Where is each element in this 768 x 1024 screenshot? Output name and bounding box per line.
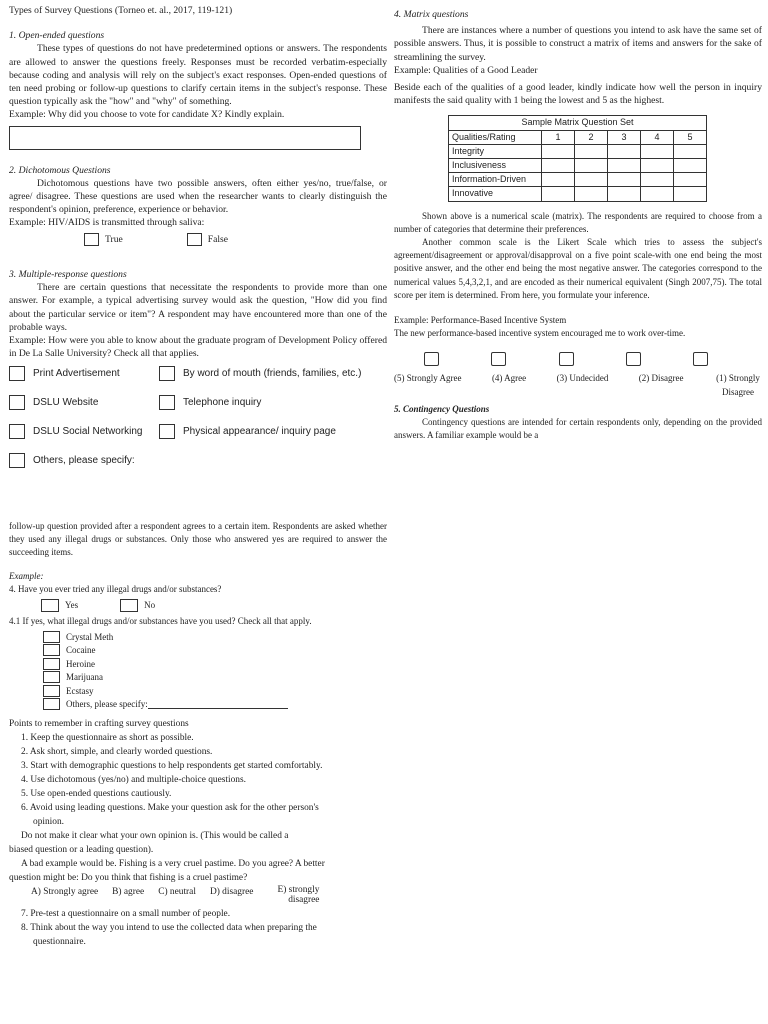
checkbox-icon[interactable] (120, 599, 138, 612)
drug-option[interactable]: Cocaine (43, 644, 387, 658)
open-ended-body: These types of questions do not have predetermined options or answers. The respondents are allowed to answer the questions freely. Responses must be recorded verbatim-especially because coding and analysis will rely on the subject's exact responses. Open-ended questions of ten need probing or follow-up questions to clarify certain items in the subject's response. These question typically ask the "how" and "why" of something. (9, 43, 387, 108)
choice-d: D) disagree (209, 887, 254, 898)
quality-label: Information-Driven (449, 173, 542, 187)
table-row (449, 159, 707, 173)
rating-cell[interactable] (608, 144, 641, 158)
checkbox-icon[interactable] (43, 698, 60, 710)
rating-cell[interactable] (542, 187, 575, 201)
table-header-row (449, 130, 707, 144)
points-title: Points to remember in crafting survey questions (9, 719, 189, 730)
matrix-body: There are instances where a number of questions you intend to ask have the same set of possible answers. Thus, it is possible to construct a matrix of items and answers for the sake of streamlining the survey. (394, 25, 762, 63)
rating-cell[interactable] (674, 144, 707, 158)
table-row (449, 187, 707, 201)
point-item-continued: questionnaire. (33, 937, 86, 948)
option-dslu-website[interactable]: DSLU Website (9, 395, 159, 410)
likert-label: (4) Agree (491, 373, 527, 384)
option-dslu-social-networking[interactable]: DSLU Social Networking (9, 424, 159, 439)
point-item: 1. Keep the questionnaire as short as possible. (21, 733, 194, 744)
rating-cell[interactable] (542, 159, 575, 173)
points-list (9, 717, 387, 949)
checkbox-icon[interactable] (159, 366, 175, 381)
rating-2: 2 (575, 130, 608, 144)
rating-5: 5 (674, 130, 707, 144)
rating-cell[interactable] (542, 144, 575, 158)
open-answer-field[interactable] (9, 126, 361, 150)
checkbox-icon[interactable] (41, 599, 59, 612)
question-4-1: 4.1 If yes, what illegal drugs and/or substances have you used? Check all that apply. (9, 616, 312, 627)
true-option[interactable]: True (84, 233, 123, 246)
right-column (394, 8, 762, 442)
table-row (449, 173, 707, 187)
contingency-continued: follow-up question provided after a respondent agrees to a certain item. Respondents are asked whether they used any illegal drugs or substances. Only those who answered yes are required to answer the succeeding items. (9, 521, 387, 557)
no-option[interactable]: No (120, 599, 155, 612)
checkbox-icon[interactable] (43, 631, 60, 643)
multiple-response-options (9, 366, 387, 468)
rating-cell[interactable] (674, 187, 707, 201)
checkbox-icon[interactable] (43, 644, 60, 656)
multiple-response-example: Example: How were you able to know about the graduate program of Development Policy offered in De La Salle University? Check all that applies. (9, 334, 387, 360)
yes-option[interactable]: Yes (41, 599, 78, 612)
yes-no-options (9, 599, 387, 612)
multiple-response-heading: 3. Multiple-response questions (9, 268, 127, 280)
point-item: 3. Start with demographic questions to help respondents get started comfortably. (21, 761, 323, 772)
rating-cell[interactable] (575, 187, 608, 201)
drug-option[interactable]: Ecstasy (43, 684, 387, 698)
note-line: biased question or a leading question). (9, 845, 154, 856)
likert-label: (3) Undecided (556, 373, 609, 384)
undecided-checkbox[interactable] (559, 352, 574, 366)
checkbox-icon[interactable] (43, 658, 60, 670)
rating-cell[interactable] (608, 187, 641, 201)
choice-b: B) agree (112, 887, 145, 898)
matrix-instruction: Beside each of the qualities of a good leader, kindly indicate how well the person in inquiry manifests the said quality with 1 being the lowest and 5 as the highest. (394, 82, 762, 107)
disagree-checkbox[interactable] (626, 352, 641, 366)
quality-label: Integrity (449, 144, 542, 158)
rating-cell[interactable] (575, 173, 608, 187)
drug-option[interactable]: Crystal Meth (43, 630, 387, 644)
choice-row (9, 885, 387, 905)
rating-cell[interactable] (608, 173, 641, 187)
strongly-agree-checkbox[interactable] (424, 352, 439, 366)
likert-explanation: Another common scale is the Likert Scale which tries to assess the subject's agreement/disagreement or approval/disapproval on a five point scale-with one end being the most positive answer, and the other end being the most negative answer. The categories correspond to the numerical values 5,4,3,2,1, and are encoded as their numerical equivalent (Singh 2007,75). The total score per item is determined. From here, you formulate your inference. (394, 237, 762, 300)
checkbox-icon[interactable] (9, 453, 25, 468)
matrix-explanation: Shown above is a numerical scale (matrix). The respondents are required to choose from a number of categories that determine their preferences. (394, 210, 762, 234)
specify-line[interactable] (148, 699, 288, 709)
example-label: Example: (9, 571, 44, 582)
rating-cell[interactable] (674, 173, 707, 187)
left-column (9, 4, 387, 468)
point-item: 6. Avoid using leading questions. Make your question ask for the other person's (21, 803, 319, 814)
checkbox-icon[interactable] (159, 424, 175, 439)
dichotomous-body: Dichotomous questions have two possible answers, often either yes/no, true/false, or agree/ disagree. These questions are used when the researcher wants to clearly distinguish the respondent's opinion, preference, experience or behavior. (9, 177, 387, 216)
drug-options (9, 630, 387, 711)
rating-cell[interactable] (542, 173, 575, 187)
checkbox-icon[interactable] (9, 424, 25, 439)
likert-statement: The new performance-based incentive system encouraged me to work over-time. (394, 328, 686, 339)
rating-cell[interactable] (641, 159, 674, 173)
multiple-response-body: There are certain questions that necessitate the respondents to provide more than one answer. For example, a typical advertising survey would ask the question, "How did you find about the particular service or item"? A respondent may have encountered more than one of the probable ways. (9, 282, 387, 333)
choice-a: A) Strongly agree (31, 887, 99, 898)
strongly-disagree-checkbox[interactable] (693, 352, 708, 366)
point-item: 7. Pre-test a questionnaire on a small number of people. (21, 909, 231, 920)
matrix-table (448, 115, 707, 201)
likert-label: (2) Disagree (638, 373, 684, 384)
quality-label: Inclusiveness (449, 159, 542, 173)
drug-option[interactable]: Marijuana (43, 671, 387, 685)
rating-cell[interactable] (641, 173, 674, 187)
checkbox-icon[interactable] (43, 671, 60, 683)
rating-1: 1 (542, 130, 575, 144)
choice-c: C) neutral (158, 887, 196, 898)
option-word-of-mouth[interactable]: By word of mouth (friends, families, etc.) (159, 366, 369, 381)
likert-example-title: Example: Performance-Based Incentive System (394, 315, 567, 326)
checkbox-icon[interactable] (187, 233, 202, 246)
rating-cell[interactable] (575, 159, 608, 173)
option-others[interactable]: Others, please specify: (9, 453, 159, 468)
point-item: 2. Ask short, simple, and clearly worded questions. (21, 747, 213, 758)
matrix-heading: 4. Matrix questions (394, 9, 469, 20)
open-ended-heading: 1. Open-ended questions (9, 30, 105, 42)
likert-label: (5) Strongly Agree (394, 373, 462, 384)
bad-example-line: A bad example would be. Fishing is a very cruel pastime. Do you agree? A better (21, 859, 325, 870)
rating-cell[interactable] (641, 144, 674, 158)
note-line: Do not make it clear what your own opinion is. (This would be called a (21, 831, 289, 842)
rating-cell[interactable] (641, 187, 674, 201)
checkbox-icon[interactable] (84, 233, 99, 246)
false-option[interactable]: False (187, 233, 228, 246)
likert-checkboxes (394, 352, 762, 366)
rating-4: 4 (641, 130, 674, 144)
section-header: Types of Survey Questions (Torneo et. al., 2017, 119-121) (9, 5, 233, 16)
point-item: 5. Use open-ended questions cautiously. (21, 789, 172, 800)
true-false-options (9, 233, 387, 246)
rating-3: 3 (608, 130, 641, 144)
dichotomous-heading: 2. Dichotomous Questions (9, 164, 111, 176)
question-4: 4. Have you ever tried any illegal drugs and/or substances? (9, 584, 222, 595)
likert-label: (1) Strongly Disagree (716, 373, 760, 397)
dichotomous-example: Example: HIV/AIDS is transmitted through saliva: (9, 217, 205, 229)
contingency-body: Contingency questions are intended for certain respondents only, depending on the provided answers. A familiar example would be a (394, 417, 762, 441)
checkbox-icon[interactable] (43, 685, 60, 697)
point-item-continued: opinion. (33, 817, 64, 828)
bad-example-line: question might be: Do you think that fishing is a cruel pastime? (9, 873, 248, 884)
rating-cell[interactable] (674, 159, 707, 173)
checkbox-icon[interactable] (9, 395, 25, 410)
option-telephone-inquiry[interactable]: Telephone inquiry (159, 395, 369, 410)
choice-e: E) strongly disagree (277, 885, 320, 906)
rating-cell[interactable] (608, 159, 641, 173)
checkbox-icon[interactable] (159, 395, 175, 410)
open-ended-example: Example: Why did you choose to vote for candidate X? Kindly explain. (9, 109, 285, 121)
rating-cell[interactable] (575, 144, 608, 158)
matrix-caption: Sample Matrix Question Set (449, 116, 707, 130)
likert-labels (394, 372, 762, 398)
matrix-example-title: Example: Qualities of a Good Leader (394, 64, 538, 76)
option-print-advertisement[interactable]: Print Advertisement (9, 366, 159, 381)
option-physical-appearance[interactable]: Physical appearance/ inquiry page (159, 424, 369, 439)
drug-option-others[interactable]: Others, please specify: (43, 698, 387, 712)
table-row (449, 144, 707, 158)
bottom-section (9, 520, 387, 949)
rating-header: Qualities/Rating (449, 130, 542, 144)
point-item: 4. Use dichotomous (yes/no) and multiple-choice questions. (21, 775, 246, 786)
checkbox-icon[interactable] (9, 366, 25, 381)
quality-label: Innovative (449, 187, 542, 201)
agree-checkbox[interactable] (491, 352, 506, 366)
drug-option[interactable]: Heroine (43, 657, 387, 671)
contingency-heading: 5. Contingency Questions (394, 403, 490, 414)
point-item: 8. Think about the way you intend to use the collected data when preparing the (21, 923, 317, 934)
